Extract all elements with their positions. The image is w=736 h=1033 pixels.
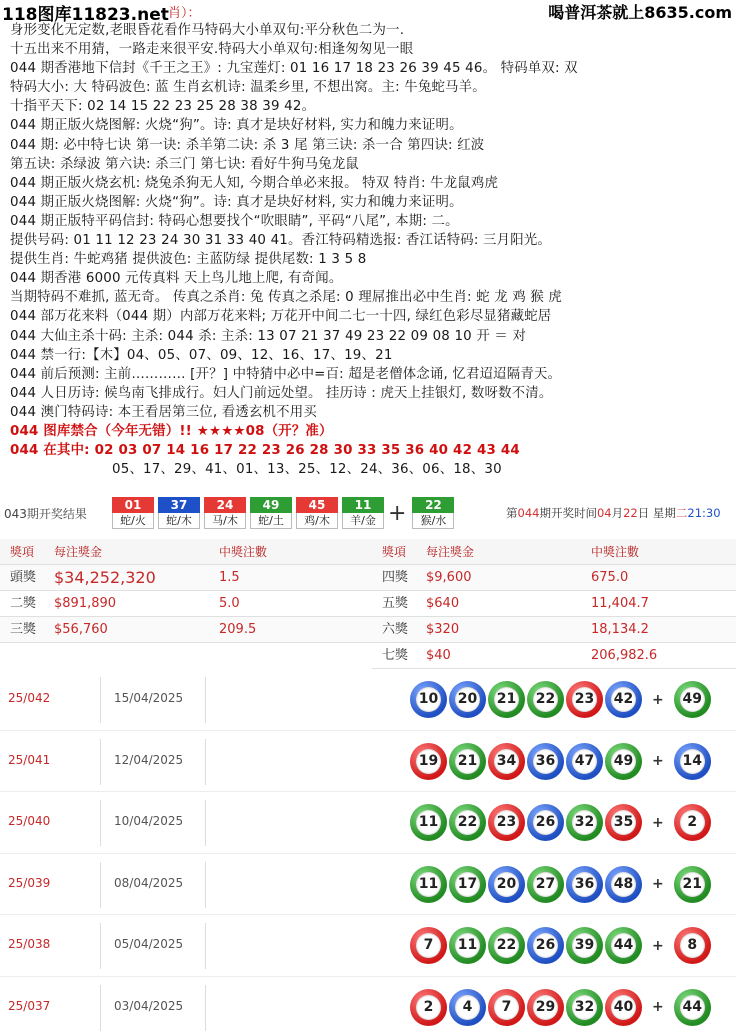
prize-count: 206,982.6 bbox=[591, 648, 658, 663]
ball-number: 2 bbox=[416, 995, 441, 1020]
history-period[interactable]: 25/039 bbox=[8, 875, 51, 890]
history-date: 03/04/2025 bbox=[114, 998, 184, 1013]
column-divider bbox=[100, 923, 101, 969]
lottery-ball bbox=[488, 804, 525, 841]
latest-draw-ball bbox=[342, 497, 384, 529]
lottery-ball bbox=[449, 681, 486, 718]
prediction-line: 044 部万花来料（044 期）内部万花来料; 万花开中间二七一十四, 绿红色彩尽显猪藏蛇居 bbox=[10, 309, 552, 325]
prize-header-amount: 每注獎金 bbox=[54, 545, 103, 559]
prediction-line: 044 期正版火烧图解: 火烧“狗”。诗: 真才是块好材料, 实力和魄力来证明。 bbox=[10, 118, 463, 134]
lottery-ball bbox=[566, 927, 603, 964]
plus-sign: + bbox=[652, 999, 664, 1016]
lottery-ball bbox=[410, 866, 447, 903]
ball-number: 4 bbox=[455, 995, 480, 1020]
lottery-ball bbox=[410, 804, 447, 841]
ball-number: 10 bbox=[416, 687, 441, 712]
ball-number: 22 bbox=[455, 810, 480, 835]
ball-number: 32 bbox=[572, 810, 597, 835]
history-date: 15/04/2025 bbox=[114, 691, 184, 705]
prize-header-row bbox=[372, 539, 736, 565]
history-period[interactable]: 25/037 bbox=[8, 998, 51, 1013]
prediction-line: 特码大小: 大 特码波色: 蓝 生肖玄机诗: 温柔乡里, 不想出窝。主: 牛兔蛇马羊。 bbox=[10, 80, 486, 96]
ball-number: 20 bbox=[455, 687, 480, 712]
draw-history-list bbox=[0, 669, 736, 1033]
prize-count: 675.0 bbox=[591, 570, 629, 585]
next-draw-time: 21:30 bbox=[687, 506, 721, 520]
prize-amount: $891,890 bbox=[54, 596, 117, 611]
lottery-ball bbox=[488, 743, 525, 780]
prize-amount: $56,760 bbox=[54, 622, 108, 637]
ball-number: 19 bbox=[416, 749, 441, 774]
prize-row bbox=[0, 565, 372, 591]
column-divider bbox=[205, 985, 206, 1031]
prize-row bbox=[372, 591, 736, 617]
ball-number: 36 bbox=[572, 872, 597, 897]
history-row bbox=[0, 731, 736, 793]
next-draw-month-unit: 月 bbox=[611, 506, 624, 520]
prediction-line: 044 期香港地下信封《千王之王》: 九宝莲灯: 01 16 17 18 23 26 39 45 46。 特码单双: 双 bbox=[10, 61, 578, 77]
prediction-line: 044 澳门特码诗: 本王看居第三位, 看透玄机不用买 bbox=[10, 404, 317, 420]
prize-amount: $40 bbox=[426, 648, 451, 663]
ball-number: 22 bbox=[494, 933, 519, 958]
special-ball bbox=[674, 681, 711, 718]
next-draw-month: 04 bbox=[596, 506, 612, 520]
next-draw-prefix: 第 bbox=[506, 506, 518, 520]
prize-row bbox=[372, 643, 736, 669]
latest-draw-ball bbox=[158, 497, 200, 529]
lottery-ball bbox=[410, 743, 447, 780]
column-divider bbox=[100, 677, 101, 723]
prediction-line: 提供号码: 01 11 12 23 24 30 31 33 40 41。香江特码精选报: 香江话特码: 三月阳光。 bbox=[10, 233, 551, 249]
next-draw-day-unit: 日 星期 bbox=[637, 506, 676, 520]
ball-zodiac: 蛇/木 bbox=[158, 513, 200, 529]
lottery-ball bbox=[527, 989, 564, 1026]
ball-number: 23 bbox=[494, 810, 519, 835]
plus-sign: + bbox=[652, 937, 664, 954]
ball-number: 42 bbox=[611, 687, 636, 712]
prize-item: 七獎 bbox=[382, 648, 409, 663]
prediction-text-block bbox=[10, 21, 734, 479]
ball-number: 49 bbox=[680, 687, 705, 712]
prediction-line: 044 期香港 6000 元传真料 天上鸟儿地上爬, 有奇闻。 bbox=[10, 271, 343, 287]
column-divider bbox=[100, 739, 101, 785]
prize-header-item: 獎項 bbox=[382, 545, 407, 559]
ball-number: 11 bbox=[416, 872, 441, 897]
lottery-ball bbox=[527, 804, 564, 841]
history-date: 05/04/2025 bbox=[114, 937, 184, 952]
ball-number: 22 bbox=[533, 687, 558, 712]
site-title-left-tail: 肖）： bbox=[168, 6, 201, 21]
prize-item: 二獎 bbox=[10, 596, 37, 611]
history-period[interactable]: 25/041 bbox=[8, 752, 51, 767]
prize-item: 四獎 bbox=[382, 570, 409, 585]
ball-number: 11 bbox=[342, 497, 384, 513]
ball-number: 29 bbox=[533, 995, 558, 1020]
ball-number: 26 bbox=[533, 933, 558, 958]
ball-zodiac: 蛇/火 bbox=[112, 513, 154, 529]
prediction-line: 第五诀: 杀绿波 第六诀: 杀三门 第七诀: 看好牛狗马兔龙鼠 bbox=[10, 156, 359, 172]
history-balls bbox=[410, 804, 713, 841]
lottery-ball bbox=[527, 743, 564, 780]
lottery-ball bbox=[605, 681, 642, 718]
prize-amount: $640 bbox=[426, 596, 460, 611]
special-ball bbox=[674, 743, 711, 780]
ball-number: 45 bbox=[296, 497, 338, 513]
prize-row bbox=[0, 591, 372, 617]
history-date: 10/04/2025 bbox=[114, 814, 184, 829]
ball-number: 14 bbox=[680, 749, 705, 774]
lottery-ball bbox=[449, 804, 486, 841]
prize-table-right bbox=[372, 539, 736, 669]
prediction-line: 044 期: 必中特七诀 第一诀: 杀羊第二诀: 杀 3 尾 第三诀: 杀一合 第四诀: 红波 bbox=[10, 137, 485, 153]
prize-amount: $34,252,320 bbox=[54, 568, 156, 587]
prize-amount: $9,600 bbox=[426, 570, 472, 585]
next-draw-weekday: 二 bbox=[675, 506, 688, 520]
ball-number: 36 bbox=[533, 749, 558, 774]
lottery-ball bbox=[449, 866, 486, 903]
history-date: 08/04/2025 bbox=[114, 875, 184, 890]
prize-header-count: 中獎注數 bbox=[219, 545, 268, 559]
history-balls bbox=[410, 743, 713, 780]
plus-sign: + bbox=[652, 691, 664, 708]
ball-number: 40 bbox=[611, 995, 636, 1020]
prediction-line: 当期特码不难抓, 蓝无奇。 传真之杀肖: 兔 传真之杀尾: 0 理屌推出必中生肖: 蛇 龙 鸡 猴 虎 bbox=[10, 290, 563, 306]
prize-item: 頭獎 bbox=[10, 570, 37, 585]
ball-number: 20 bbox=[494, 872, 519, 897]
column-divider bbox=[205, 862, 206, 908]
history-balls bbox=[410, 927, 713, 964]
special-ball bbox=[674, 989, 711, 1026]
ball-zodiac: 马/木 bbox=[204, 513, 246, 529]
column-divider bbox=[205, 923, 206, 969]
column-divider bbox=[205, 800, 206, 846]
special-ball bbox=[674, 804, 711, 841]
lottery-ball bbox=[566, 866, 603, 903]
ball-zodiac: 羊/金 bbox=[342, 513, 384, 529]
ball-number: 48 bbox=[611, 872, 636, 897]
prediction-line: 提供生肖: 牛蛇鸡猪 提供波色: 主蓝防绿 提供尾数: 1 3 5 8 bbox=[10, 252, 367, 268]
history-period[interactable]: 25/038 bbox=[8, 937, 51, 952]
history-balls bbox=[410, 866, 713, 903]
ball-number: 24 bbox=[204, 497, 246, 513]
column-divider bbox=[100, 985, 101, 1031]
plus-sign: + bbox=[652, 753, 664, 770]
ball-number: 7 bbox=[494, 995, 519, 1020]
prize-count: 1.5 bbox=[219, 570, 240, 585]
prize-count: 5.0 bbox=[219, 596, 240, 611]
history-row bbox=[0, 854, 736, 916]
prize-row bbox=[372, 617, 736, 643]
lottery-ball bbox=[527, 681, 564, 718]
next-draw-period: 044 bbox=[517, 506, 540, 520]
next-draw-mid: 期开奖时间 bbox=[539, 506, 597, 520]
ball-number: 32 bbox=[572, 995, 597, 1020]
prize-table bbox=[0, 539, 736, 669]
prediction-line: 05、17、29、41、01、13、25、12、24、36、06、18、30 bbox=[112, 462, 502, 478]
ball-zodiac: 蛇/土 bbox=[250, 513, 292, 529]
ball-number: 7 bbox=[416, 933, 441, 958]
lottery-ball bbox=[410, 927, 447, 964]
prediction-line: 044 图库禁合（今年无错）!! ★★★★08（开？准） bbox=[10, 423, 333, 439]
site-header bbox=[0, 0, 736, 25]
prediction-line: 044 人日历诗: 候鸟南飞排成行。妇人门前远处望。 挂历诗 : 虎天上挂银灯, 数呀数不清。 bbox=[10, 385, 553, 401]
ball-number: 22 bbox=[412, 497, 454, 513]
prediction-line: 十五出来不用猜，一路走来很平安.特码大小单双句:相逢匆匆见一眼 bbox=[10, 42, 414, 58]
ball-number: 8 bbox=[680, 933, 705, 958]
lottery-ball bbox=[449, 989, 486, 1026]
ball-zodiac: 鸡/木 bbox=[296, 513, 338, 529]
lottery-ball bbox=[488, 989, 525, 1026]
ball-number: 37 bbox=[158, 497, 200, 513]
lottery-ball bbox=[488, 681, 525, 718]
ball-number: 44 bbox=[611, 933, 636, 958]
lottery-ball bbox=[605, 989, 642, 1026]
ball-number: 21 bbox=[455, 749, 480, 774]
plus-sign: + bbox=[652, 814, 664, 831]
lottery-ball bbox=[410, 681, 447, 718]
plus-sign: + bbox=[652, 876, 664, 893]
latest-draw-ball bbox=[296, 497, 338, 529]
prize-item: 三獎 bbox=[10, 622, 37, 637]
lottery-ball bbox=[488, 866, 525, 903]
latest-draw-result bbox=[0, 495, 736, 535]
history-row bbox=[0, 977, 736, 1033]
prediction-line: 044 期正版特平码信封: 特码心想要找个“吹眼睛”, 平码“八尾”, 本期: 二。 bbox=[10, 213, 459, 229]
prize-table-left bbox=[0, 539, 372, 643]
plus-sign: + bbox=[388, 501, 407, 526]
history-row bbox=[0, 792, 736, 854]
prize-count: 209.5 bbox=[219, 622, 257, 637]
ball-number: 11 bbox=[455, 933, 480, 958]
prize-header-row bbox=[0, 539, 372, 565]
latest-draw-ball bbox=[112, 497, 154, 529]
ball-number: 17 bbox=[455, 872, 480, 897]
latest-draw-balls bbox=[112, 497, 458, 533]
next-draw-info bbox=[506, 505, 721, 521]
lottery-ball bbox=[605, 743, 642, 780]
latest-draw-ball bbox=[250, 497, 292, 529]
prize-row bbox=[0, 617, 372, 643]
lottery-ball bbox=[566, 681, 603, 718]
ball-number: 2 bbox=[680, 810, 705, 835]
prize-header-amount: 每注獎金 bbox=[426, 545, 475, 559]
history-period[interactable]: 25/040 bbox=[8, 814, 51, 829]
special-ball bbox=[674, 927, 711, 964]
column-divider bbox=[205, 677, 206, 723]
history-row bbox=[0, 915, 736, 977]
latest-draw-ball bbox=[204, 497, 246, 529]
latest-draw-ball bbox=[412, 497, 454, 529]
history-period[interactable]: 25/042 bbox=[8, 691, 51, 705]
prize-count: 18,134.2 bbox=[591, 622, 649, 637]
history-balls bbox=[410, 681, 713, 718]
ball-number: 49 bbox=[250, 497, 292, 513]
lottery-ball bbox=[605, 804, 642, 841]
history-balls bbox=[410, 989, 713, 1026]
ball-zodiac: 猴/水 bbox=[412, 513, 454, 529]
lottery-ball bbox=[527, 866, 564, 903]
prediction-line: 044 大仙主杀十码: 主杀: 044 杀: 主杀: 13 07 21 37 49 23 22 09 08 10 开 ＝ 对 bbox=[10, 328, 527, 344]
ball-number: 21 bbox=[680, 872, 705, 897]
prize-header-count: 中獎注數 bbox=[591, 545, 640, 559]
column-divider bbox=[205, 739, 206, 785]
prediction-line: 044 在其中: 02 03 07 14 16 17 22 23 26 28 30 33 35 36 40 42 43 44 bbox=[10, 443, 520, 459]
ball-number: 26 bbox=[533, 810, 558, 835]
lottery-ball bbox=[449, 927, 486, 964]
column-divider bbox=[100, 800, 101, 846]
ball-number: 35 bbox=[611, 810, 636, 835]
ball-number: 47 bbox=[572, 749, 597, 774]
lottery-ball bbox=[410, 989, 447, 1026]
prediction-line: 044 禁一行:【木】04、05、07、09、12、16、17、19、21 bbox=[10, 347, 393, 363]
prediction-line: 十指平天下: 02 14 15 22 23 25 28 38 39 42。 bbox=[10, 99, 316, 115]
ball-number: 01 bbox=[112, 497, 154, 513]
lottery-ball bbox=[566, 743, 603, 780]
latest-draw-label: 043期开奖结果 bbox=[4, 507, 87, 521]
lottery-ball bbox=[605, 927, 642, 964]
ball-number: 44 bbox=[680, 995, 705, 1020]
ball-number: 21 bbox=[494, 687, 519, 712]
ball-number: 27 bbox=[533, 872, 558, 897]
ball-number: 23 bbox=[572, 687, 597, 712]
prize-item: 六獎 bbox=[382, 622, 409, 637]
prediction-line: 身形变化无定数,老眼昏花看作马特码大小单双句:平分秋色二为一. bbox=[10, 23, 405, 38]
lottery-ball bbox=[566, 989, 603, 1026]
prize-item: 五獎 bbox=[382, 596, 409, 611]
ball-number: 11 bbox=[416, 810, 441, 835]
prize-amount: $320 bbox=[426, 622, 460, 637]
lottery-ball bbox=[527, 927, 564, 964]
lottery-ball bbox=[488, 927, 525, 964]
prediction-line: 044 前后预测: 主前………… [开？] 中特猜中必中=百: 超是老僧体念诵, 忆君迢迢隔青天。 bbox=[10, 366, 562, 382]
history-date: 12/04/2025 bbox=[114, 752, 184, 767]
special-ball bbox=[674, 866, 711, 903]
prediction-line: 044 期正版火烧玄机: 烧兔杀狗无人知, 今期合单必来报。 特双 特肖: 牛龙鼠鸡虎 bbox=[10, 175, 499, 191]
next-draw-day: 22 bbox=[623, 506, 638, 520]
prize-header-item: 獎項 bbox=[10, 545, 35, 559]
ball-number: 49 bbox=[611, 749, 636, 774]
column-divider bbox=[100, 862, 101, 908]
prize-row bbox=[372, 565, 736, 591]
ball-number: 39 bbox=[572, 933, 597, 958]
ball-number: 34 bbox=[494, 749, 519, 774]
lottery-ball bbox=[566, 804, 603, 841]
prediction-line: 044 期正版火烧图解: 火烧“狗”。诗: 真才是块好材料, 实力和魄力来证明。 bbox=[10, 194, 463, 210]
history-row bbox=[0, 669, 736, 731]
prize-count: 11,404.7 bbox=[591, 596, 649, 611]
site-title-left[interactable]: 118图库11823.net bbox=[2, 5, 169, 25]
lottery-ball bbox=[605, 866, 642, 903]
site-title-right[interactable]: 喝普洱茶就上8635.com bbox=[548, 3, 732, 22]
lottery-ball bbox=[449, 743, 486, 780]
